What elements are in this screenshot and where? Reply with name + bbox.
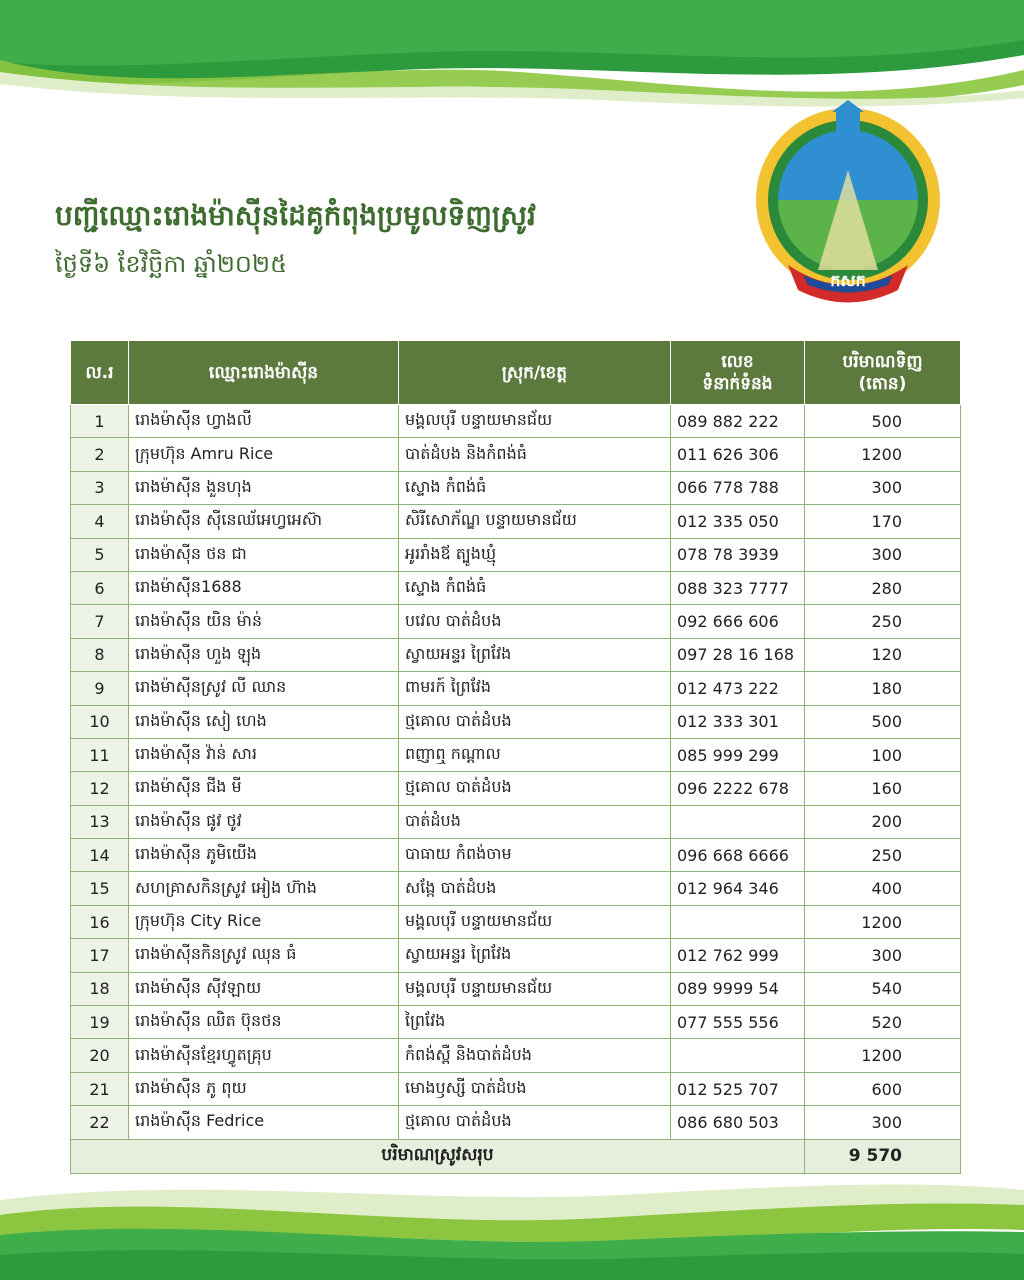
col-header-location: ស្រុក/ខេត្ត xyxy=(399,341,671,405)
cell-qty: 300 xyxy=(805,471,961,504)
cell-name: សហគ្រាសកិនស្រូវ អៀង ហ៊ាង xyxy=(129,872,399,905)
cell-qty: 300 xyxy=(805,939,961,972)
cell-location: មង្គលបុរី បន្ទាយមានជ័យ xyxy=(399,905,671,938)
cell-location: ពាមរក៍ ព្រៃវែង xyxy=(399,672,671,705)
rice-mill-table xyxy=(70,340,961,1174)
cell-no: 15 xyxy=(71,872,129,905)
col-header-qty-line2: (តោន) xyxy=(858,373,907,394)
cell-phone: 086 680 503 xyxy=(671,1106,805,1139)
cell-qty: 520 xyxy=(805,1006,961,1039)
cell-qty: 180 xyxy=(805,672,961,705)
cell-phone: 085 999 299 xyxy=(671,738,805,771)
cell-location: ស្វាយអន្ទរ ព្រៃវែង xyxy=(399,638,671,671)
cell-no: 4 xyxy=(71,505,129,538)
col-header-phone-line2: ទំនាក់ទំនង xyxy=(702,373,773,394)
bottom-wave-banner xyxy=(0,1170,1024,1280)
cell-qty: 300 xyxy=(805,1106,961,1139)
table-row xyxy=(71,1006,961,1039)
page-date: ថ្ងៃទី៦ ខែវិច្ឆិកា ឆ្នាំ២០២៥ xyxy=(55,250,288,278)
cell-name: រោងម៉ាស៊ីន ភូមិយើង xyxy=(129,839,399,872)
cell-qty: 500 xyxy=(805,705,961,738)
cell-location: ស្ទោង កំពង់ធំ xyxy=(399,471,671,504)
cell-name: រោងម៉ាស៊ីនខ្មែរហ្វូតគ្រុប xyxy=(129,1039,399,1072)
table-row xyxy=(71,605,961,638)
cell-phone: 012 335 050 xyxy=(671,505,805,538)
top-wave-banner xyxy=(0,0,1024,110)
cell-no: 8 xyxy=(71,638,129,671)
cell-phone: 012 964 346 xyxy=(671,872,805,905)
cell-name: រោងម៉ាស៊ីន ហ្វាងលី xyxy=(129,405,399,438)
cell-phone: 096 668 6666 xyxy=(671,839,805,872)
cell-name: រោងម៉ាស៊ីន ស៊ីវឡាយ xyxy=(129,972,399,1005)
cell-qty: 540 xyxy=(805,972,961,1005)
cell-name: ក្រុមហ៊ុន City Rice xyxy=(129,905,399,938)
cell-location: ថ្មគោល បាត់ដំបង xyxy=(399,772,671,805)
cell-location: មង្គលបុរី បន្ទាយមានជ័យ xyxy=(399,972,671,1005)
cell-location: បវេល បាត់ដំបង xyxy=(399,605,671,638)
table-row xyxy=(71,1072,961,1105)
cell-name: រោងម៉ាស៊ីនស្រូវ លី ឈាន xyxy=(129,672,399,705)
cell-name: រោងម៉ាស៊ីន ថន ជា xyxy=(129,538,399,571)
cell-no: 20 xyxy=(71,1039,129,1072)
cell-phone: 077 555 556 xyxy=(671,1006,805,1039)
table-body xyxy=(71,405,961,1140)
cell-name: រោងម៉ាស៊ីនកិនស្រូវ ឈុន ធំ xyxy=(129,939,399,972)
cell-location: ព្រៃវែង xyxy=(399,1006,671,1039)
cell-no: 7 xyxy=(71,605,129,638)
table-row xyxy=(71,405,961,438)
cell-qty: 1200 xyxy=(805,1039,961,1072)
cell-no: 5 xyxy=(71,538,129,571)
table-row xyxy=(71,939,961,972)
cell-phone: 096 2222 678 xyxy=(671,772,805,805)
cell-name: រោងម៉ាស៊ីន ឈិត ប៊ុនថន xyxy=(129,1006,399,1039)
table-row xyxy=(71,705,961,738)
cell-location: បាត់ដំបង និងកំពង់ធំ xyxy=(399,438,671,471)
cell-phone: 089 882 222 xyxy=(671,405,805,438)
cell-phone: 078 78 3939 xyxy=(671,538,805,571)
cell-phone: 012 473 222 xyxy=(671,672,805,705)
col-header-phone xyxy=(671,341,805,405)
cell-location: ពញាឮ កណ្ដាល xyxy=(399,738,671,771)
cell-phone xyxy=(671,805,805,838)
cell-name: រោងម៉ាស៊ីន ហួង ឡុង xyxy=(129,638,399,671)
cell-phone: 097 28 16 168 xyxy=(671,638,805,671)
cell-qty: 250 xyxy=(805,605,961,638)
cell-phone: 066 778 788 xyxy=(671,471,805,504)
cell-no: 19 xyxy=(71,1006,129,1039)
cell-name: រោងម៉ាស៊ីន យិន ម៉ាន់ xyxy=(129,605,399,638)
cell-name: រោងម៉ាស៊ីន វ៉ាន់ សារ xyxy=(129,738,399,771)
cell-no: 21 xyxy=(71,1072,129,1105)
cell-name: រោងម៉ាស៊ីន ងួនហុង xyxy=(129,471,399,504)
cell-qty: 1200 xyxy=(805,905,961,938)
cell-name: រោងម៉ាស៊ីន1688 xyxy=(129,571,399,604)
table-row xyxy=(71,972,961,1005)
table-row xyxy=(71,839,961,872)
cell-name: ក្រុមហ៊ុន Amru Rice xyxy=(129,438,399,471)
cell-name: រោងម៉ាស៊ីន ផូវ ថូវ xyxy=(129,805,399,838)
cell-qty: 250 xyxy=(805,839,961,872)
col-header-name: ឈ្មោះរោងម៉ាស៊ីន xyxy=(129,341,399,405)
cell-qty: 120 xyxy=(805,638,961,671)
table-row xyxy=(71,772,961,805)
cell-no: 2 xyxy=(71,438,129,471)
table-row xyxy=(71,872,961,905)
cell-no: 12 xyxy=(71,772,129,805)
table-row xyxy=(71,505,961,538)
cell-name: រោងម៉ាស៊ីន សៀ ហេង xyxy=(129,705,399,738)
table-row xyxy=(71,538,961,571)
cell-location: អូររាំងឪ ត្បូងឃ្មុំ xyxy=(399,538,671,571)
cell-phone: 088 323 7777 xyxy=(671,571,805,604)
cell-name: រោងម៉ាស៊ីន Fedrice xyxy=(129,1106,399,1139)
cell-no: 16 xyxy=(71,905,129,938)
total-label: បរិមាណស្រូវសរុប xyxy=(71,1139,805,1173)
cell-no: 14 xyxy=(71,839,129,872)
table-row xyxy=(71,1039,961,1072)
table-row xyxy=(71,805,961,838)
ministry-emblem-logo xyxy=(748,100,948,310)
cell-qty: 170 xyxy=(805,505,961,538)
cell-no: 9 xyxy=(71,672,129,705)
cell-phone: 012 525 707 xyxy=(671,1072,805,1105)
cell-location: ថ្មគោល បាត់ដំបង xyxy=(399,1106,671,1139)
table-row xyxy=(71,1106,961,1139)
cell-qty: 300 xyxy=(805,538,961,571)
cell-phone: 012 333 301 xyxy=(671,705,805,738)
cell-location: សង្កែ បាត់ដំបង xyxy=(399,872,671,905)
cell-no: 3 xyxy=(71,471,129,504)
cell-phone xyxy=(671,1039,805,1072)
table-row xyxy=(71,738,961,771)
total-row xyxy=(71,1139,961,1173)
table-row xyxy=(71,571,961,604)
cell-location: សិរីសោភ័ណ្ឌ បន្ទាយមានជ័យ xyxy=(399,505,671,538)
cell-no: 13 xyxy=(71,805,129,838)
header-block xyxy=(55,196,536,284)
cell-qty: 600 xyxy=(805,1072,961,1105)
cell-phone: 092 666 606 xyxy=(671,605,805,638)
table-row xyxy=(71,905,961,938)
total-value: 9 570 xyxy=(805,1139,961,1173)
cell-qty: 280 xyxy=(805,571,961,604)
col-header-phone-line1: លេខ xyxy=(721,351,754,372)
cell-no: 17 xyxy=(71,939,129,972)
cell-no: 18 xyxy=(71,972,129,1005)
table-row xyxy=(71,471,961,504)
cell-qty: 160 xyxy=(805,772,961,805)
cell-location: ស្វាយអន្ទរ ព្រៃវែង xyxy=(399,939,671,972)
cell-phone: 089 9999 54 xyxy=(671,972,805,1005)
table-header-row xyxy=(71,341,961,405)
cell-no: 6 xyxy=(71,571,129,604)
cell-qty: 100 xyxy=(805,738,961,771)
cell-location: បាត់ដំបង xyxy=(399,805,671,838)
cell-name: រោងម៉ាស៊ីន ភូ ពុយ xyxy=(129,1072,399,1105)
cell-phone xyxy=(671,905,805,938)
cell-no: 22 xyxy=(71,1106,129,1139)
cell-location: មង្គលបុរី បន្ទាយមានជ័យ xyxy=(399,405,671,438)
cell-qty: 200 xyxy=(805,805,961,838)
cell-name: រោងម៉ាស៊ីន ជីង មី xyxy=(129,772,399,805)
emblem-text: កសក xyxy=(830,271,866,290)
cell-qty: 1200 xyxy=(805,438,961,471)
cell-location: ស្ទោង កំពង់ធំ xyxy=(399,571,671,604)
cell-location: បាធាយ កំពង់ចាម xyxy=(399,839,671,872)
cell-no: 1 xyxy=(71,405,129,438)
cell-phone: 011 626 306 xyxy=(671,438,805,471)
cell-qty: 500 xyxy=(805,405,961,438)
cell-no: 10 xyxy=(71,705,129,738)
cell-location: ថ្មគោល បាត់ដំបង xyxy=(399,705,671,738)
table-row xyxy=(71,638,961,671)
cell-location: កំពង់ស្ពឺ និងបាត់ដំបង xyxy=(399,1039,671,1072)
cell-qty: 400 xyxy=(805,872,961,905)
cell-phone: 012 762 999 xyxy=(671,939,805,972)
cell-no: 11 xyxy=(71,738,129,771)
table-row xyxy=(71,438,961,471)
table-row xyxy=(71,672,961,705)
page-title: បញ្ជីឈ្មោះរោងម៉ាស៊ីនដៃគូកំពុងប្រមូលទិញស្រូវ xyxy=(55,199,536,232)
col-header-qty xyxy=(805,341,961,405)
col-header-no: ល.រ xyxy=(71,341,129,405)
cell-name: រោងម៉ាស៊ីន ស៊ីនេឈ័អេហ្វអេស៊ា xyxy=(129,505,399,538)
cell-location: មោងឫស្សី បាត់ដំបង xyxy=(399,1072,671,1105)
col-header-qty-line1: បរិមាណទិញ xyxy=(842,351,923,372)
